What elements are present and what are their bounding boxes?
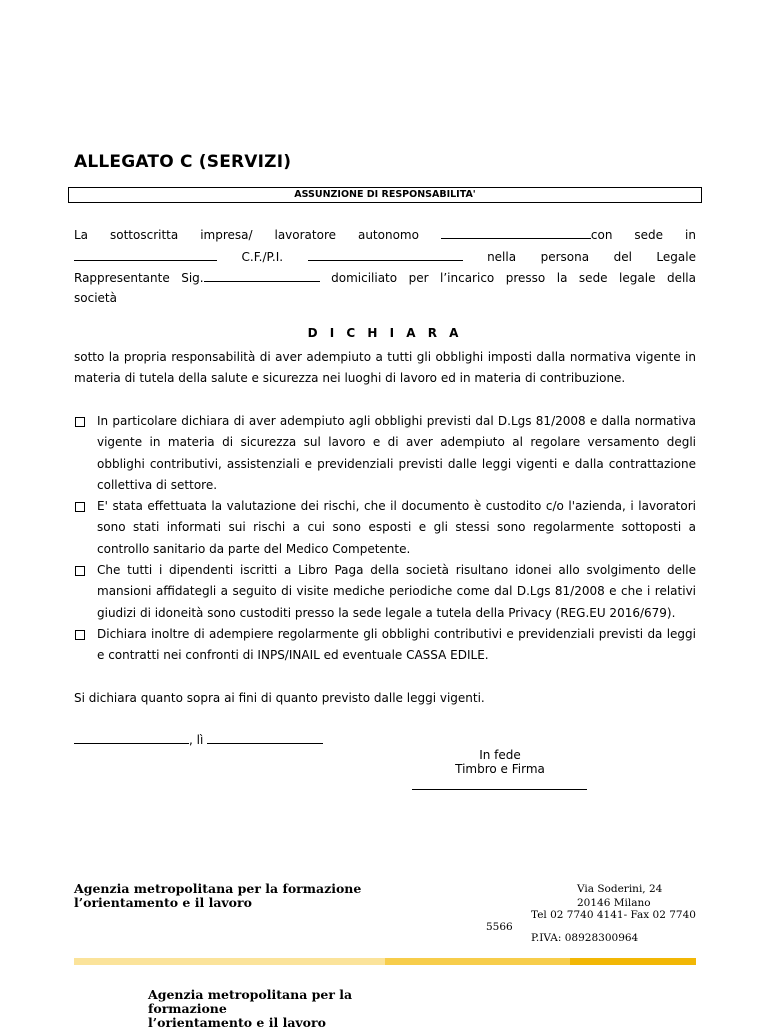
intro-line-4: società: [74, 291, 117, 305]
intro-word: La: [74, 228, 89, 242]
intro-word: con: [590, 228, 613, 242]
signature-line: [412, 789, 587, 790]
signature-in-fede: In fede: [479, 748, 521, 762]
signature-block: [410, 748, 590, 776]
intro-word: C.F./P.I.: [241, 250, 284, 264]
intro-word: persona: [540, 250, 590, 264]
list-item-text: E' stata effettuata la valutazione dei rischi, che il documento è custodito c/o l'azienda, i lavoratori sono stati informati sui rischi a cui sono esposti e gli stessi sono regolarmente sottoposti a controllo sanitario da parte del Medico Competente.: [97, 499, 696, 556]
company-blank: [441, 227, 591, 239]
footer-color-bar-segment: [74, 958, 385, 965]
declaration-heading: D I C H I A R A: [307, 326, 463, 340]
footer-address-city: 20146 Milano: [577, 897, 651, 909]
declaration-list: [74, 411, 696, 667]
list-item: [74, 624, 696, 667]
checkbox-bullet-icon: [75, 502, 85, 512]
footer-address-street: Via Soderini, 24: [577, 883, 663, 895]
list-item: [74, 411, 696, 496]
list-item-text: In particolare dichiara di aver adempiuto agli obblighi previsti dal D.Lgs 81/2008 e dalla normativa vigente in materia di sicurezza sul lavoro e di aver adempiuto al regolare versamento degli obblighi contributivi, assistenziali e previdenziali previsti dalle leggi vigenti e dalla contrattazione collettiva di settore.: [97, 414, 696, 492]
intro-word: Legale: [656, 250, 696, 264]
intro-line-2: [74, 249, 696, 264]
checkbox-bullet-icon: [75, 417, 85, 427]
checkbox-bullet-icon: [75, 566, 85, 576]
cf-blank: [308, 249, 463, 261]
intro-word: impresa/: [200, 228, 253, 242]
place-date-separator: , lì: [189, 733, 204, 747]
intro-word: lavoratore: [274, 228, 337, 242]
footer-vat: P.IVA: 08928300964: [531, 932, 639, 944]
city-blank: [74, 249, 217, 261]
intro-line-3: [74, 270, 696, 285]
checkbox-bullet-icon: [75, 630, 85, 640]
footer-org-line: l’orientamento e il lavoro: [148, 1015, 326, 1030]
signature-stamp-label: Timbro e Firma: [455, 762, 545, 776]
representative-blank: [204, 270, 320, 282]
footer-phone: Tel 02 7740 4141- Fax 02 7740: [531, 909, 696, 921]
intro-word: del: [613, 250, 632, 264]
footer-org-line: Agenzia metropolitana per la: [148, 987, 353, 1002]
footer-fax-continued: 5566: [486, 921, 513, 933]
place-blank: [74, 732, 189, 744]
document-title: ALLEGATO C (SERVIZI): [74, 152, 292, 172]
footer-org-line: Agenzia metropolitana per la formazione: [74, 881, 362, 896]
list-item-text: Che tutti i dipendenti iscritti a Libro Paga della società risultano idonei allo svolgimento delle mansioni affidategli a seguito di visite mediche periodiche come dal D.Lgs 81/2008 e che i relativi giudizi di idoneità sono custoditi presso la sede legale a tutela della Privacy (REG.EU 2016/679).: [97, 563, 696, 620]
intro-word: sede: [634, 228, 664, 242]
intro-line-1: [74, 227, 696, 242]
closing-statement: Si dichiara quanto sopra ai fini di quanto previsto dalle leggi vigenti.: [74, 691, 485, 705]
subtitle-box: ASSUNZIONE DI RESPONSABILITA': [68, 187, 702, 203]
date-blank: [207, 732, 323, 744]
intro-word: autonomo: [357, 228, 419, 242]
footer-color-bar-segment: [570, 958, 696, 965]
intro-word: nella: [487, 250, 517, 264]
footer-color-bar-segment: [385, 958, 570, 965]
list-item: [74, 496, 696, 560]
intro-word: Rappresentante: [74, 271, 170, 285]
footer-org-line: formazione: [148, 1001, 227, 1016]
intro-word: in: [685, 228, 696, 242]
footer-organization: [74, 882, 361, 910]
list-item-text: Dichiara inoltre di adempiere regolarmente gli obblighi contributivi e previdenziali previsti da leggi e contratti nei confronti di INPS/INAIL ed eventuale CASSA EDILE.: [97, 626, 696, 663]
intro-word: sottoscritta: [110, 228, 179, 242]
declaration-text: sotto la propria responsabilità di aver adempiuto a tutti gli obblighi imposti dalla normativa vigente in materia di tutela della salute e sicurezza nei luoghi di lavoro ed in materia di contribuzione.: [74, 350, 696, 386]
list-item: [74, 560, 696, 624]
intro-word: domiciliato per l’incarico presso la sede legale della: [331, 271, 696, 285]
intro-word: Sig.: [181, 271, 204, 285]
footer-org-line: l’orientamento e il lavoro: [74, 895, 252, 910]
place-date-field: [74, 732, 323, 747]
